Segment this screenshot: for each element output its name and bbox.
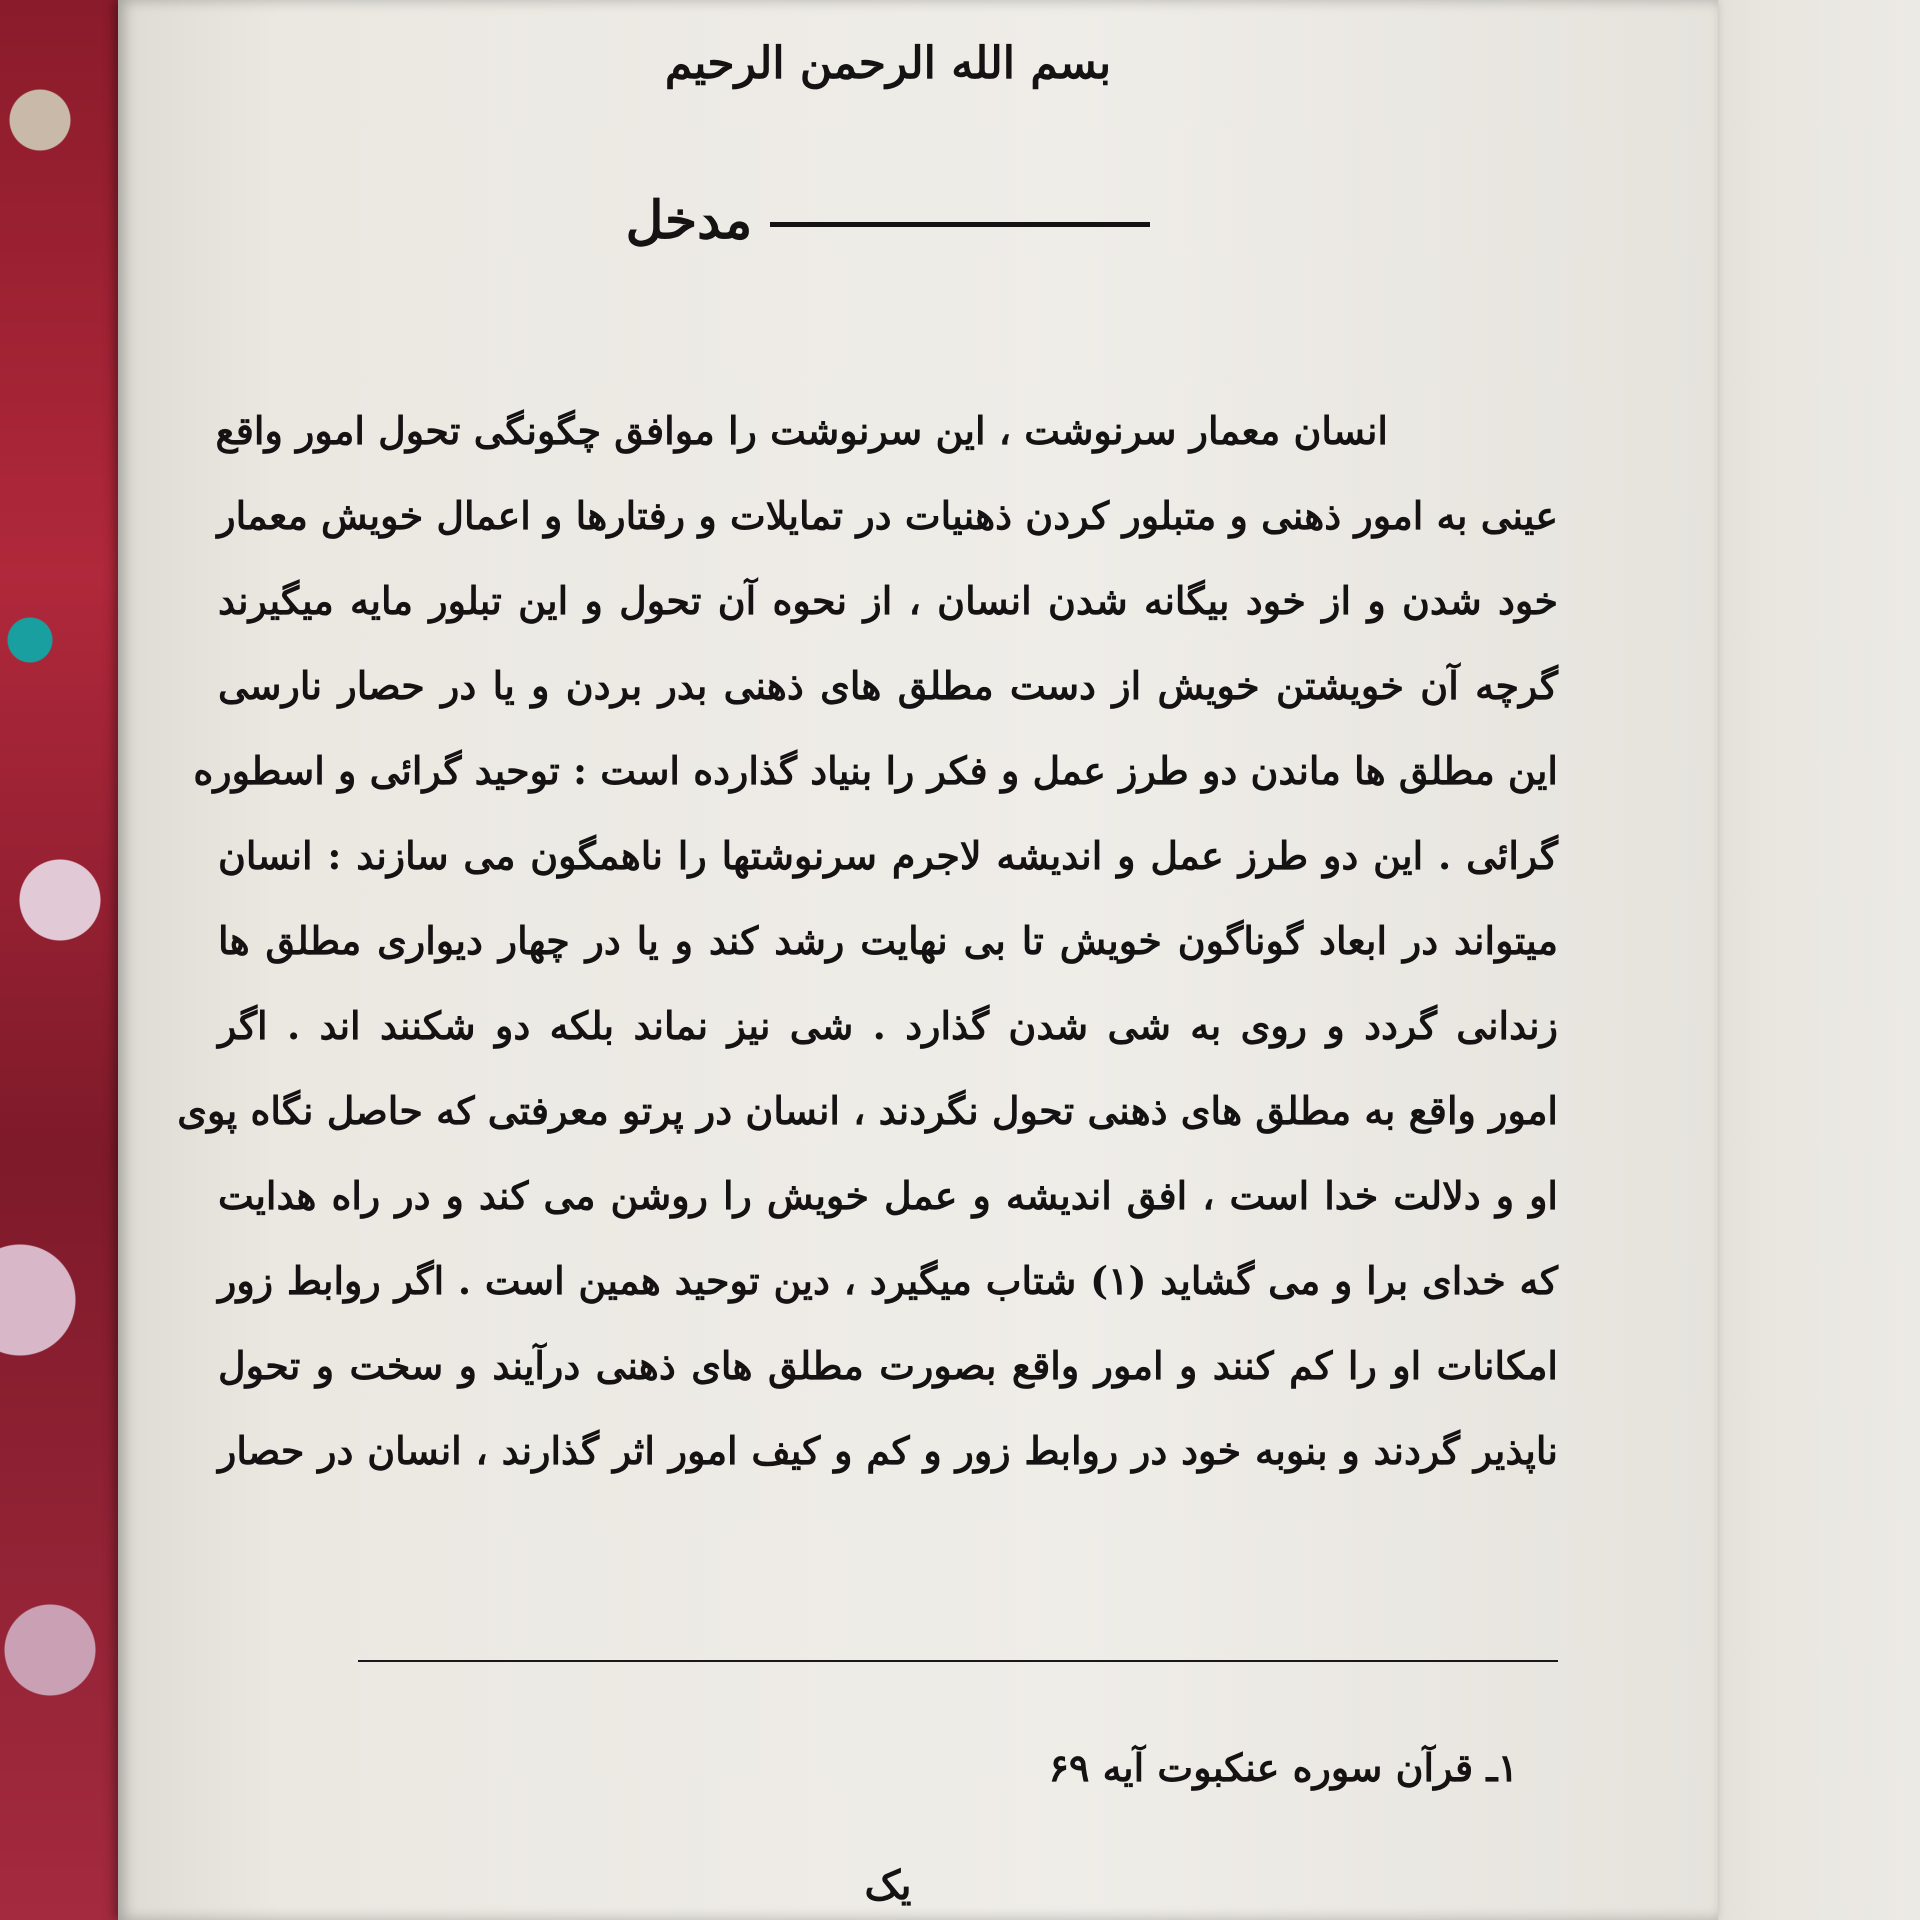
text-line: عینی به امور ذهنی و متبلور کردن ذهنیات در تمایلات و رفتارها و اعمال خویش معمار bbox=[217, 493, 1558, 538]
chapter-heading bbox=[218, 190, 1558, 251]
text-line: امکانات او را کم کنند و امور واقع بصورت مطلق های ذهنی درآیند و سخت و تحول bbox=[218, 1343, 1558, 1388]
text-line: ناپذیر گردند و بنوبه خود در روابط زور و کم و کیف امور اثر گذارند ، انسان در حصار bbox=[218, 1428, 1558, 1473]
footnote: ۱ـ قرآن سوره عنکبوت آیه ۶۹ bbox=[1048, 1745, 1518, 1790]
page-number: یک bbox=[864, 1862, 912, 1909]
footnote-divider bbox=[358, 1660, 1558, 1662]
text-line: زندانی گردد و روی به شی شدن گذارد . شی نیز نماند بلکه دو شکنند اند . اگر bbox=[218, 1003, 1558, 1048]
text-line: گرائی . این دو طرز عمل و اندیشه لاجرم سرنوشتها را ناهمگون می سازند : انسان bbox=[218, 833, 1558, 878]
body-text bbox=[177, 388, 1558, 1493]
page-content bbox=[177, 0, 1558, 1920]
heading-underline bbox=[770, 222, 1150, 227]
basmala-header: بسم الله الرحمن الرحیم bbox=[664, 38, 1112, 89]
text-line: انسان معمار سرنوشت ، این سرنوشت را موافق چگونگی تحول امور واقع bbox=[215, 408, 1388, 453]
text-line: گرچه آن خویشتن خویش از دست مطلق های ذهنی بدر بردن و یا در حصار نارسی bbox=[218, 663, 1558, 708]
text-line: خود شدن و از خود بیگانه شدن انسان ، از نحوه آن تحول و این تبلور مایه میگیرند bbox=[218, 578, 1558, 623]
text-line: میتواند در ابعاد گوناگون خویش تا بی نهایت رشد کند و یا در چهار دیواری مطلق ها bbox=[218, 918, 1558, 963]
heading-text: مدخل bbox=[625, 190, 753, 251]
book-page bbox=[118, 0, 1718, 1920]
text-line: او و دلالت خدا است ، افق اندیشه و عمل خویش را روشن می کند و در راه هدایت bbox=[218, 1173, 1558, 1218]
text-line: این مطلق ها ماندن دو طرز عمل و فکر را بنیاد گذارده است : توحید گرائی و اسطوره bbox=[193, 748, 1558, 793]
text-line: که خدای برا و می گشاید (۱) شتاب میگیرد ، دین توحید همین است . اگر روابط زور bbox=[218, 1258, 1558, 1303]
text-line: امور واقع به مطلق های ذهنی تحول نگردند ، انسان در پرتو معرفتی که حاصل نگاه پوی bbox=[177, 1088, 1558, 1133]
